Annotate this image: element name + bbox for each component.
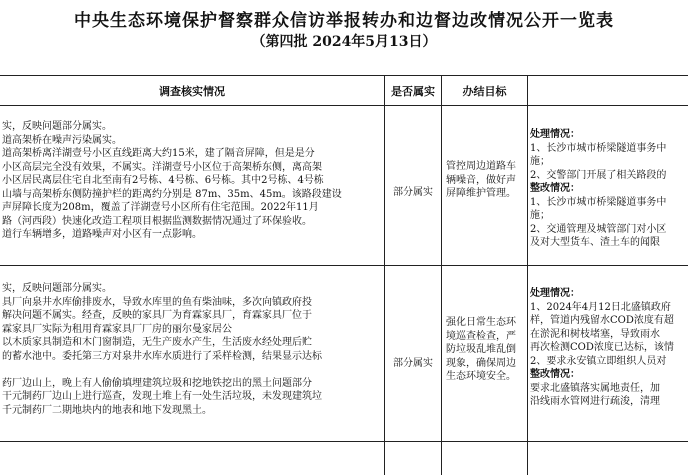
table-row-2-goal: 强化日常生态环境巡查检查，严防垃圾乱堆乱倒现象，确保周边生态环境安全。	[446, 317, 516, 382]
page-subtitle: （第四批 2024年5月13日）	[251, 34, 437, 50]
investigation-line: 山墙与高架桥东侧防撞护栏的距离约分别是 87m、35m、45m。该路段建设	[2, 188, 342, 200]
header-is-true: 是否属实	[391, 85, 435, 98]
handling-line: 1、长沙市城市桥梁隧道事务中	[530, 142, 667, 154]
header-investigation: 调查核实情况	[159, 85, 225, 98]
investigation-line: 实，反映问题部分属实。	[2, 283, 112, 294]
investigation-line: 实，反映问题部分属实。	[2, 121, 112, 132]
investigation-line: 路（河西段）快速化改造工程项目根据监测数据情况通过了环保验收。	[2, 215, 312, 227]
column-divider	[441, 75, 442, 475]
table-border-top	[0, 75, 688, 76]
table-row-1-is-true: 部分属实	[393, 187, 433, 198]
investigation-line: 霖家具厂实际为租用育霖家具厂厂房的丽尔曼家居公	[2, 323, 232, 335]
row-divider	[0, 441, 688, 442]
handling-line: 处理情况：	[530, 129, 580, 140]
investigation-line: 干元制药厂边山上进行巡查，发现土堆上有一处生活垃圾，未发现建筑垃	[2, 391, 322, 402]
investigation-line: 小区居民离层住宅自北至南有2号栋、4号栋、6号栋。其中2号栋、4号栋	[2, 175, 324, 186]
table-row-1-goal: 管控周边道路车辆噪音，做好声屏障维护管理。	[446, 161, 516, 199]
handling-line: 要求北盛镇落实属地责任，加	[530, 382, 660, 394]
handling-line: 在淤泥和树枝堵塞，导致雨水	[530, 328, 660, 340]
handling-line: 再次检测COD浓度已达标，该情	[530, 342, 674, 353]
handling-line: 整改情况：	[530, 183, 580, 194]
column-divider	[527, 75, 528, 475]
handling-line: 施；	[530, 210, 550, 221]
investigation-line: 解决问题不属实。经查，反映的家具厂为育霖家具厂，育霖家具厂位于	[2, 310, 312, 321]
investigation-line: 具厂向泉井水库偷排废水，导致水库里的鱼有柴油味，多次向镇政府投	[2, 296, 312, 308]
investigation-line: 小区高层完全没有效果，不属实。洋湖壹号小区位于高架桥东侧，离高架	[2, 161, 322, 173]
handling-line: 施；	[530, 156, 550, 167]
investigation-line: 道行车辆增多，道路噪声对小区有一点影响。	[2, 229, 202, 240]
handling-line: 整改情况：	[530, 369, 580, 380]
investigation-line: 道高架桥离洋湖壹号小区直线距离大约15米，建了隔音屏障，但是是分	[2, 148, 315, 159]
page-title: 中央生态环境保护督察群众信访举报转办和边督边改情况公开一览表	[74, 11, 614, 31]
header-divider	[0, 105, 688, 106]
investigation-line: 药厂边山上，晚上有人偷偷填埋建筑垃圾和挖地铁挖出的黑土问题部分	[2, 377, 312, 389]
handling-line: 样，管道内残留水COD浓度有超	[530, 315, 674, 326]
handling-line: 沿线雨水管网进行疏浚，清理	[530, 396, 660, 407]
table-row-2-investigation	[2, 282, 382, 417]
handling-line: 2、交通管理及城管部门对小区	[530, 223, 667, 235]
table-row-1-handling	[530, 128, 688, 250]
handling-line: 1、2024年4月12日北盛镇政府	[530, 301, 671, 313]
investigation-line: 道高架桥在噪声污染属实。	[2, 134, 122, 146]
disclosure-table	[0, 75, 688, 475]
row-divider	[0, 265, 688, 266]
investigation-line: 千元制药厂二期地块内的地表和地下发现黑土。	[2, 404, 212, 416]
handling-line: 2、要求永安镇立即组织人员对	[530, 355, 667, 367]
header-goal: 办结目标	[462, 85, 507, 98]
investigation-line: 以木质家具制造和木门窗制造，无生产废水产生，生活废水经处理后贮	[2, 337, 312, 348]
table-row-2-is-true: 部分属实	[393, 358, 433, 369]
handling-line: 2、交警部门开展了相关路段的	[530, 169, 667, 181]
table-row-1-investigation	[2, 120, 382, 242]
investigation-line: 的蓄水池中。委托第三方对泉井水库水质进行了采样检测，结果显示达标	[2, 350, 322, 362]
table-row-2-handling	[530, 287, 688, 409]
investigation-line	[2, 363, 382, 377]
handling-line: 1、长沙市城市桥梁隧道事务中	[530, 196, 667, 208]
column-divider	[384, 75, 385, 475]
investigation-line: 声屏障长度为208m，覆盖了洋湖壹号小区所有住宅范围。2022年11月	[2, 202, 319, 213]
handling-line: 及对大型货车、渣土车的闻限	[530, 237, 660, 248]
handling-line: 处理情况：	[530, 288, 580, 299]
